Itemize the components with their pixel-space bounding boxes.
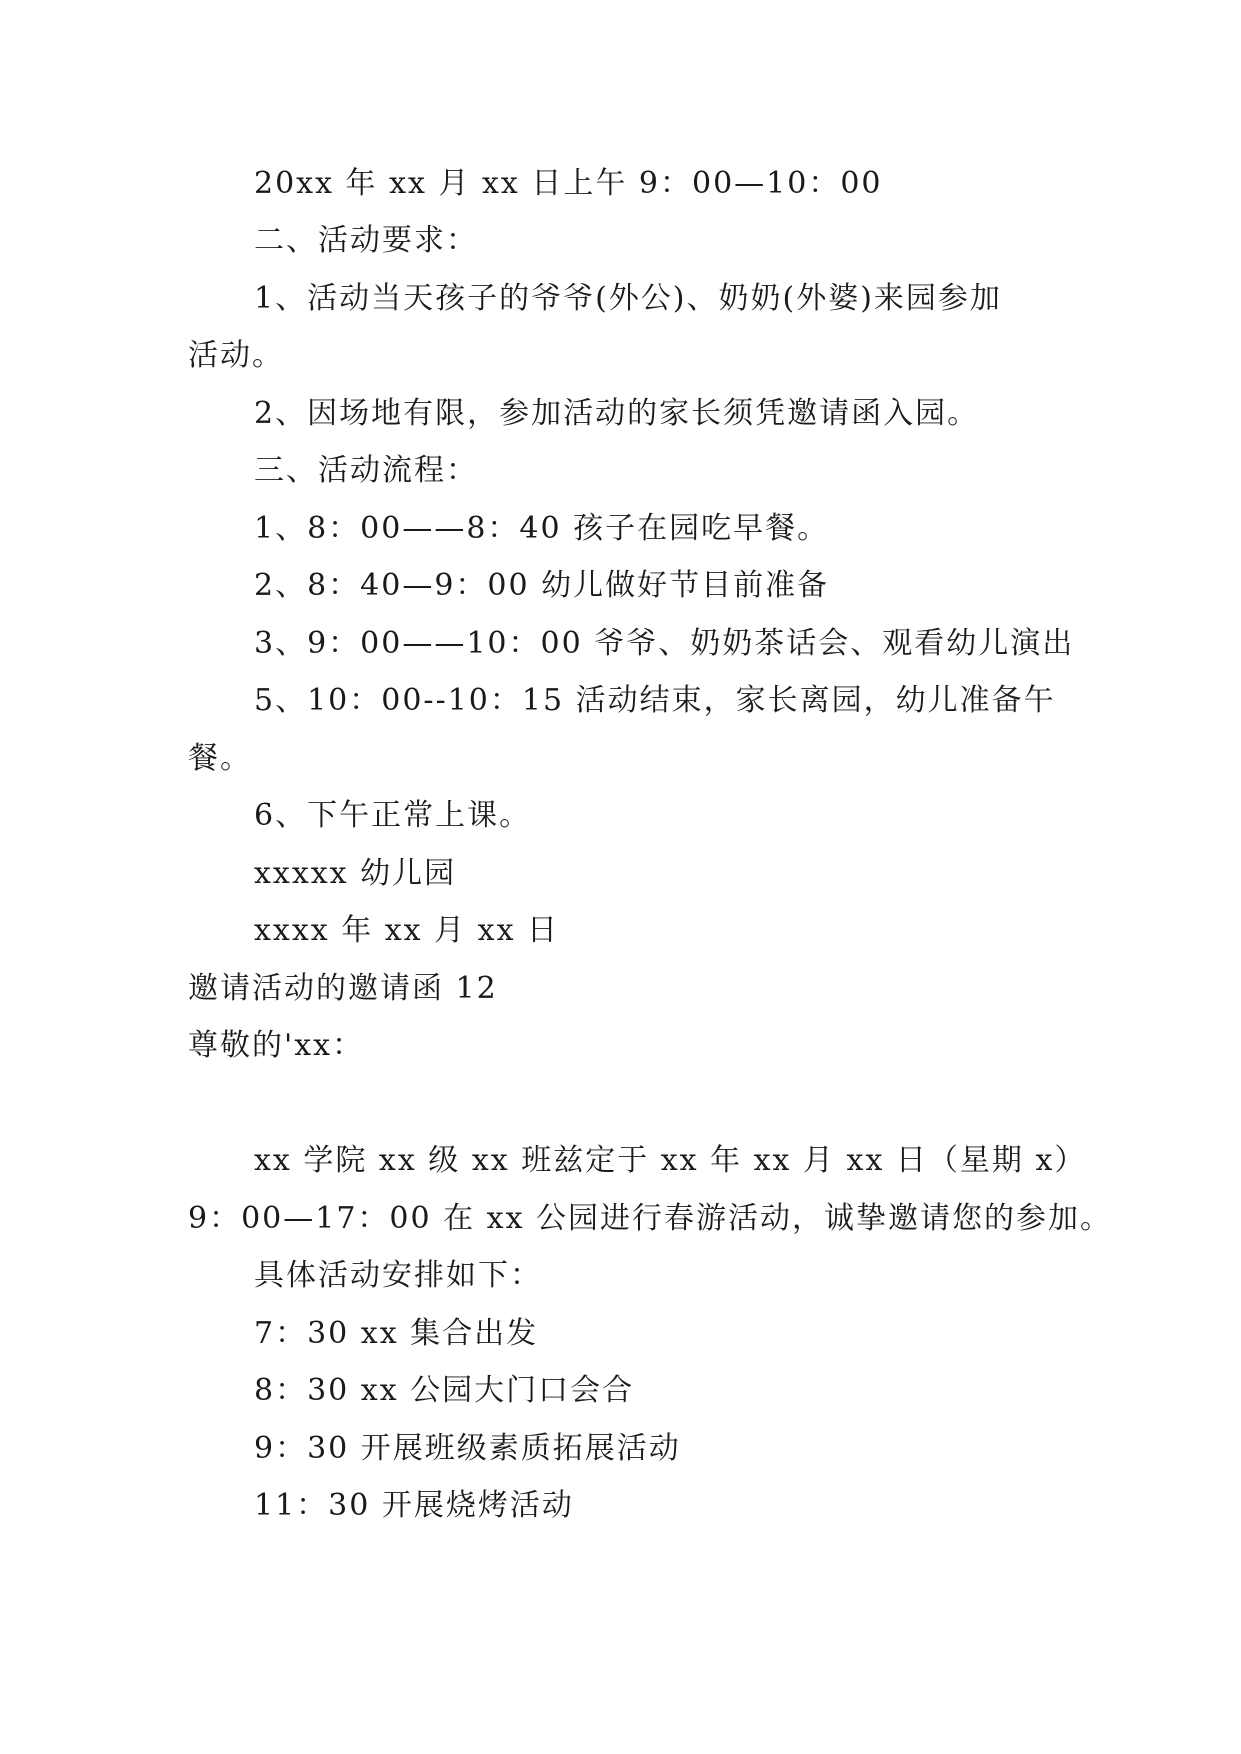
section-heading-process: 三、活动流程：: [254, 453, 478, 488]
process-item-6: 6、下午正常上课。: [254, 798, 532, 833]
process-item-5: 5、10：00--10：15 活动结束，家长离园，幼儿准备午: [254, 683, 1056, 718]
process-item-2: 2、8：40—9：00 幼儿做好节目前准备: [254, 568, 830, 603]
schedule-time-line: 20xx 年 xx 月 xx 日上午 9：00—10：00: [254, 166, 883, 201]
requirement-item-2: 2、因场地有限，参加活动的家长须凭邀请函入园。: [254, 396, 980, 431]
arrangement-item-4: 11：30 开展烧烤活动: [254, 1488, 574, 1523]
letter-body-line-2: 9：00—17：00 在 xx 公园进行春游活动，诚挚邀请您的参加。: [188, 1201, 1113, 1236]
arrangement-item-2: 8：30 xx 公园大门口会合: [254, 1373, 635, 1408]
letter-title: 邀请活动的邀请函 12: [188, 971, 498, 1006]
letter-salutation: 尊敬的'xx：: [188, 1028, 365, 1063]
arrangement-item-1: 7：30 xx 集合出发: [254, 1316, 539, 1351]
process-item-5-continued: 餐。: [188, 741, 252, 776]
arrangement-item-3: 9：30 开展班级素质拓展活动: [254, 1431, 681, 1466]
signature-kindergarten: xxxxx 幼儿园: [254, 856, 457, 891]
requirement-item-1: 1、活动当天孩子的爷爷(外公)、奶奶(外婆)来园参加: [254, 281, 1002, 316]
signature-date: xxxx 年 xx 月 xx 日: [254, 913, 560, 948]
process-item-3: 3、9：00——10：00 爷爷、奶奶茶话会、观看幼儿演出: [254, 626, 1075, 661]
requirement-item-1-continued: 活动。: [188, 338, 284, 373]
letter-body-line-1: xx 学院 xx 级 xx 班兹定于 xx 年 xx 月 xx 日（星期 x）: [254, 1143, 1087, 1178]
process-item-1: 1、8：00——8：40 孩子在园吃早餐。: [254, 511, 830, 546]
arrangement-heading: 具体活动安排如下：: [254, 1258, 542, 1293]
section-heading-requirements: 二、活动要求：: [254, 223, 478, 258]
